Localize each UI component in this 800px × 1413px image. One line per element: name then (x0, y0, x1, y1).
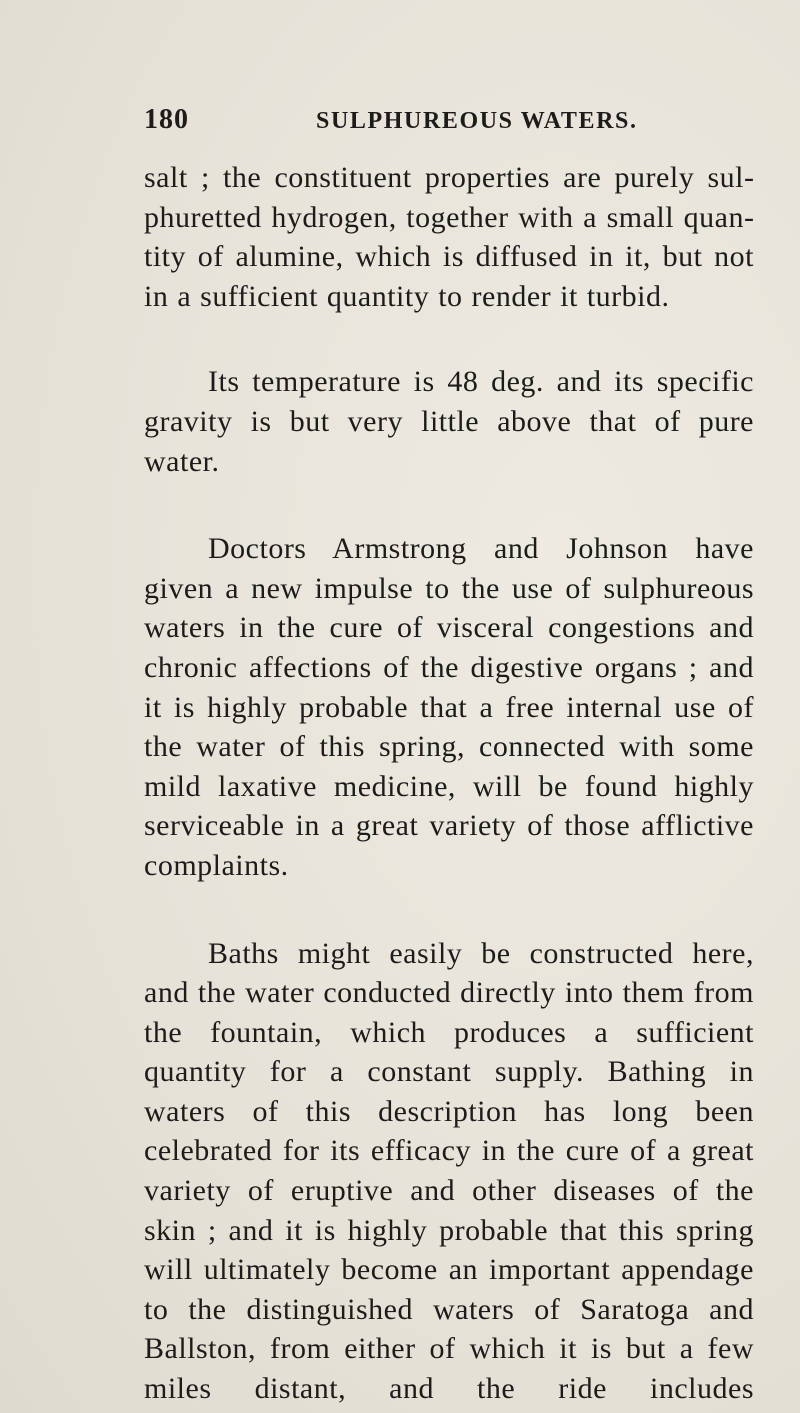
page-number: 180 (144, 104, 189, 135)
running-title: SULPHUREOUS WATERS. (316, 108, 638, 134)
paragraph-baths: Baths might easily be constructed here, and the water conducted directly into them from the fountain, which produces a sufficient quantity for a constant supply. Bathing in waters of this description has long been celebrated for its efficacy in the cure of a great variety of eruptive and other diseases of the skin ; and it is highly probable that this spring will ultimately become an important appendage to the distinguished waters of Saratoga and Ballston, from either of which it is but a few miles distant, and the ride includes (144, 936, 754, 1406)
paragraph-doctors: Doctors Armstrong and Johnson have given a new impulse to the use of sulphureous waters in the cure of visceral congestions and chronic affections of the digestive organs ; and it is highly probable that a free internal use of the water of this spring, connected with some mild laxative medicine, will be found highly serviceable in a great variety of those afflictive complaints. (144, 532, 754, 882)
paragraph-constituents: salt ; the constituent properties are purely sulphuretted hydrogen, together with a small quantity of alumine, which is diffused in it, but not in a sufficient quantity to render it turbid. (144, 161, 754, 313)
running-head (144, 104, 764, 144)
paragraph-temperature: Its temperature is 48 deg. and its specific gravity is but very little above that of pure water. (144, 365, 754, 478)
body-text (144, 158, 754, 1409)
